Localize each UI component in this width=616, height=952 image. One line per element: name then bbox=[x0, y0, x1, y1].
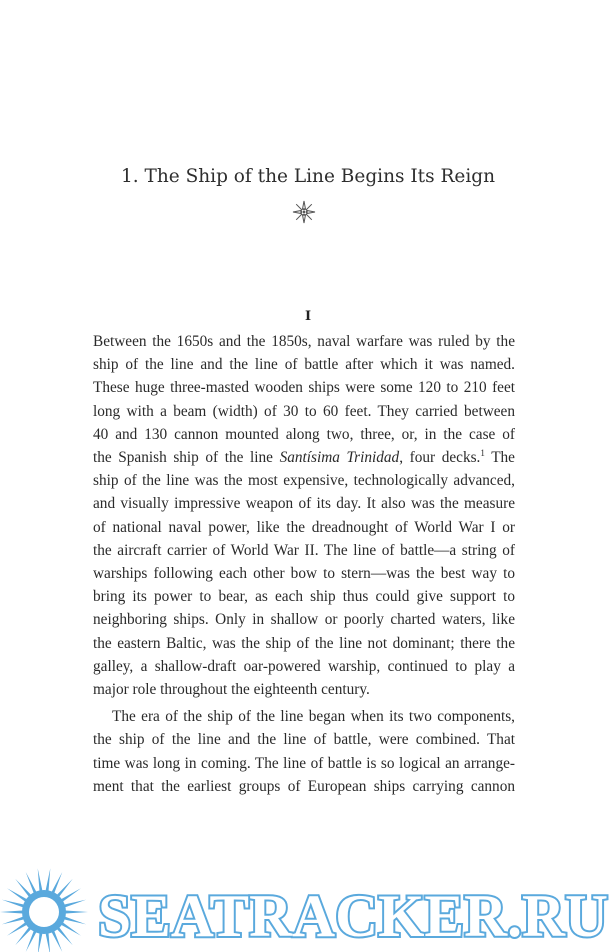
text-line: of national naval power, like the dreadnought of World War I or bbox=[93, 518, 515, 536]
text-run: the Spanish ship of the line bbox=[93, 449, 280, 467]
text-line: warships following each other bow to stern—was the best way to bbox=[93, 565, 515, 583]
watermark-text: SEATRACKER.RU bbox=[98, 883, 608, 949]
text-line: 40 and 130 cannon mounted along two, three, or, in the case of bbox=[93, 425, 515, 443]
text-line: and visually impressive weapon of its day. It also was the measure bbox=[93, 495, 515, 513]
text-line: ment that the earliest groups of European ships carrying cannon bbox=[93, 777, 515, 795]
text-line: time was long in coming. The line of battle is so logical an arrange- bbox=[93, 754, 515, 772]
text-run: The bbox=[484, 449, 515, 467]
text-line: ship of the line was the most expensive, technologically advanced, bbox=[93, 472, 515, 490]
text-line: galley, a shallow-draft oar-powered warship, continued to play a bbox=[93, 657, 515, 675]
text-line: the ship of the line and the line of battle, were combined. That bbox=[93, 731, 515, 749]
text-line: major role throughout the eighteenth century. bbox=[93, 681, 370, 699]
ship-name-italic: Santísima Trinidad bbox=[279, 449, 400, 467]
text-line: Between the 1650s and the 1850s, naval warfare was ruled by the bbox=[93, 333, 515, 350]
text-line: The era of the ship of the line began when its two components, bbox=[112, 708, 515, 726]
section-number: I bbox=[304, 309, 312, 324]
text-line: neighboring ships. Only in shallow or poorly charted waters, like bbox=[93, 611, 515, 629]
sun-core-inner bbox=[29, 897, 59, 927]
paragraph-1 bbox=[93, 330, 515, 701]
text-line bbox=[93, 446, 515, 469]
text-run: , four decks. bbox=[399, 449, 481, 467]
compass-rose-icon bbox=[292, 200, 316, 224]
watermark bbox=[0, 858, 616, 952]
text-line: These huge three-masted wooden ships were some 120 to 210 feet bbox=[93, 379, 515, 397]
sun-burst-icon bbox=[0, 868, 88, 952]
text-line: ship of the line and the line of battle after which it was named. bbox=[93, 356, 515, 374]
paragraph-2 bbox=[93, 705, 515, 798]
text-line: the aircraft carrier of World War II. The line of battle—a string of bbox=[93, 541, 515, 559]
body-text bbox=[93, 330, 515, 798]
text-line: bring its power to bear, as each ship thus could give support to bbox=[93, 588, 515, 606]
footnote-marker[interactable]: 1 bbox=[480, 447, 485, 458]
text-line: the eastern Baltic, was the ship of the line not dominant; there the bbox=[93, 634, 515, 652]
chapter-title: 1. The Ship of the Line Begins Its Reign bbox=[120, 166, 496, 187]
text-line: long with a beam (width) of 30 to 60 feet. They carried between bbox=[93, 402, 515, 420]
